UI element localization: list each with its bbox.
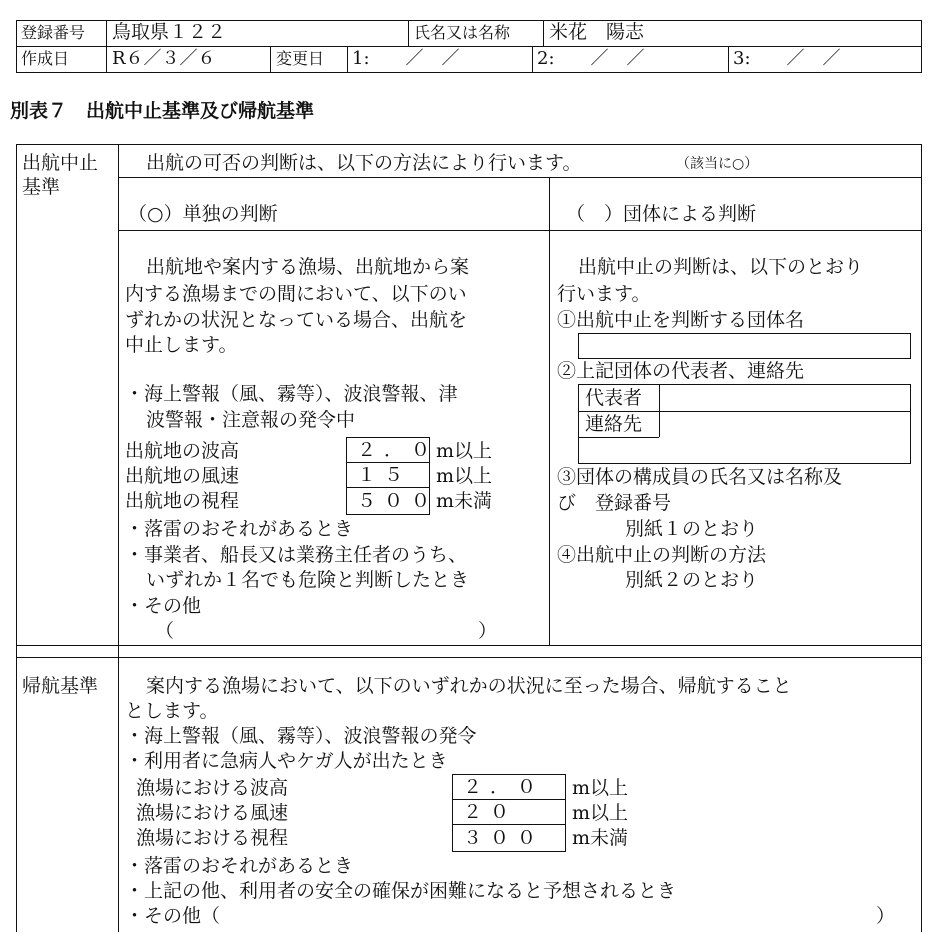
departure-visibility-value: ５００ [357,490,439,512]
single-judgment-heading: （○）単独の判断 [128,203,278,225]
fishing-wind-value: ２０ [463,801,518,823]
fishing-wave-box [452,774,566,800]
single-bullet-3-line-1: ・事業者、船長又は業務主任者のうち、 [125,544,468,566]
fishing-wave-label: 漁場における波高 [136,777,289,799]
page-title: 別表７ 出航中止基準及び帰航基準 [10,100,315,122]
return-bullet-3: ・落雷のおそれがあるとき [125,855,354,877]
reg-no-value: 鳥取県１２２ [112,21,227,43]
single-other-paren: （ ） [155,620,498,642]
group-judgment-heading: （ ）団体による判断 [566,203,757,225]
name-label: 氏名又は名称 [414,23,511,42]
departure-wave-box [346,437,439,463]
reg-no-label: 登録番号 [21,23,86,42]
fishing-wind-box [452,799,566,825]
departure-wave-unit: m以上 [436,440,493,462]
change-1: 1: ／ ／ [352,48,460,69]
changed-label: 変更日 [276,49,325,68]
group-contact-box [578,384,911,464]
suspension-label-1: 出航中止 [22,152,99,174]
group-item-3-line-3: 別紙１のとおり [625,518,759,540]
group-item-2: ②上記団体の代表者、連絡先 [557,360,805,382]
suspension-intro: 出航の可否の判断は、以下の方法により行います。 [146,152,582,174]
return-label: 帰航基準 [22,675,99,697]
fishing-wind-unit: m以上 [572,802,629,824]
single-bullet-1-line-1: ・海上警報（風、霧等）、波浪警報、津 [125,383,458,405]
return-bullet-5: ・その他（ [125,905,221,927]
single-para-3: ずれかの状況となっている場合、出航を [125,309,468,331]
single-bullet-4: ・その他 [125,595,202,617]
group-para-1: 出航中止の判断は、以下のとおり [578,256,864,278]
departure-wave-value: ２．０ [357,439,439,461]
name-value: 米花 陽志 [549,21,645,43]
single-para-2: 内する漁場までの間において、以下のい [125,283,467,305]
departure-wave-label: 出航地の波高 [125,440,240,462]
fishing-wind-label: 漁場における風速 [136,802,289,824]
single-para-1: 出航地や案内する漁場、出航地から案 [146,256,470,278]
suspension-label-2: 基準 [22,176,61,198]
fishing-visibility-value: ３００ [463,827,545,849]
departure-visibility-label: 出航地の視程 [125,490,240,512]
return-para-1: 案内する漁場において、以下のいずれかの状況に至った場合、帰航すること [146,675,792,697]
group-para-2: 行います。 [557,283,651,305]
contact-label: 連絡先 [585,413,643,435]
departure-visibility-box [346,487,439,515]
departure-wind-unit: m以上 [436,465,493,487]
single-bullet-1-line-2: 波警報・注意報の発令中 [146,409,356,431]
fishing-visibility-label: 漁場における視程 [136,827,289,849]
representative-label: 代表者 [585,387,643,409]
single-bullet-3-line-2: いずれか１名でも危険と判断したとき [146,569,470,591]
departure-wind-value: １５ [357,464,412,486]
group-item-3-line-1: ③団体の構成員の氏名又は名称及 [557,466,843,488]
return-bullet-5-close: ） [876,905,896,927]
fishing-visibility-box [452,824,566,852]
created-label: 作成日 [21,49,70,68]
return-bullet-1: ・海上警報（風、霧等）、波浪警報の発令 [125,725,477,747]
departure-visibility-unit: m未満 [436,490,493,512]
change-2: 2: ／ ／ [537,48,645,69]
group-item-4-line-2: 別紙２のとおり [625,569,759,591]
fishing-wave-value: ２．０ [463,776,545,798]
return-bullet-2: ・利用者に急病人やケガ人が出たとき [125,750,448,772]
group-item-3-line-2: び 登録番号 [557,492,672,514]
group-item-4: ④出航中止の判断の方法 [557,544,767,566]
single-bullet-2: ・落雷のおそれがあるとき [125,518,354,540]
group-name-field[interactable] [578,333,911,359]
created-value: R６／３／６ [112,48,216,69]
departure-wind-box [346,462,430,488]
single-para-4: 中止します。 [125,334,238,356]
fishing-visibility-unit: m未満 [572,827,629,849]
departure-wind-label: 出航地の風速 [125,465,240,487]
suspension-intro-note: （該当に○） [676,156,759,172]
group-item-1: ①出航中止を判断する団体名 [557,309,805,331]
fishing-wave-unit: m以上 [572,777,629,799]
return-bullet-4: ・上記の他、利用者の安全の確保が困難になると予想されるとき [125,880,677,902]
return-para-2: とします。 [125,700,219,722]
change-3: 3: ／ ／ [733,48,841,69]
